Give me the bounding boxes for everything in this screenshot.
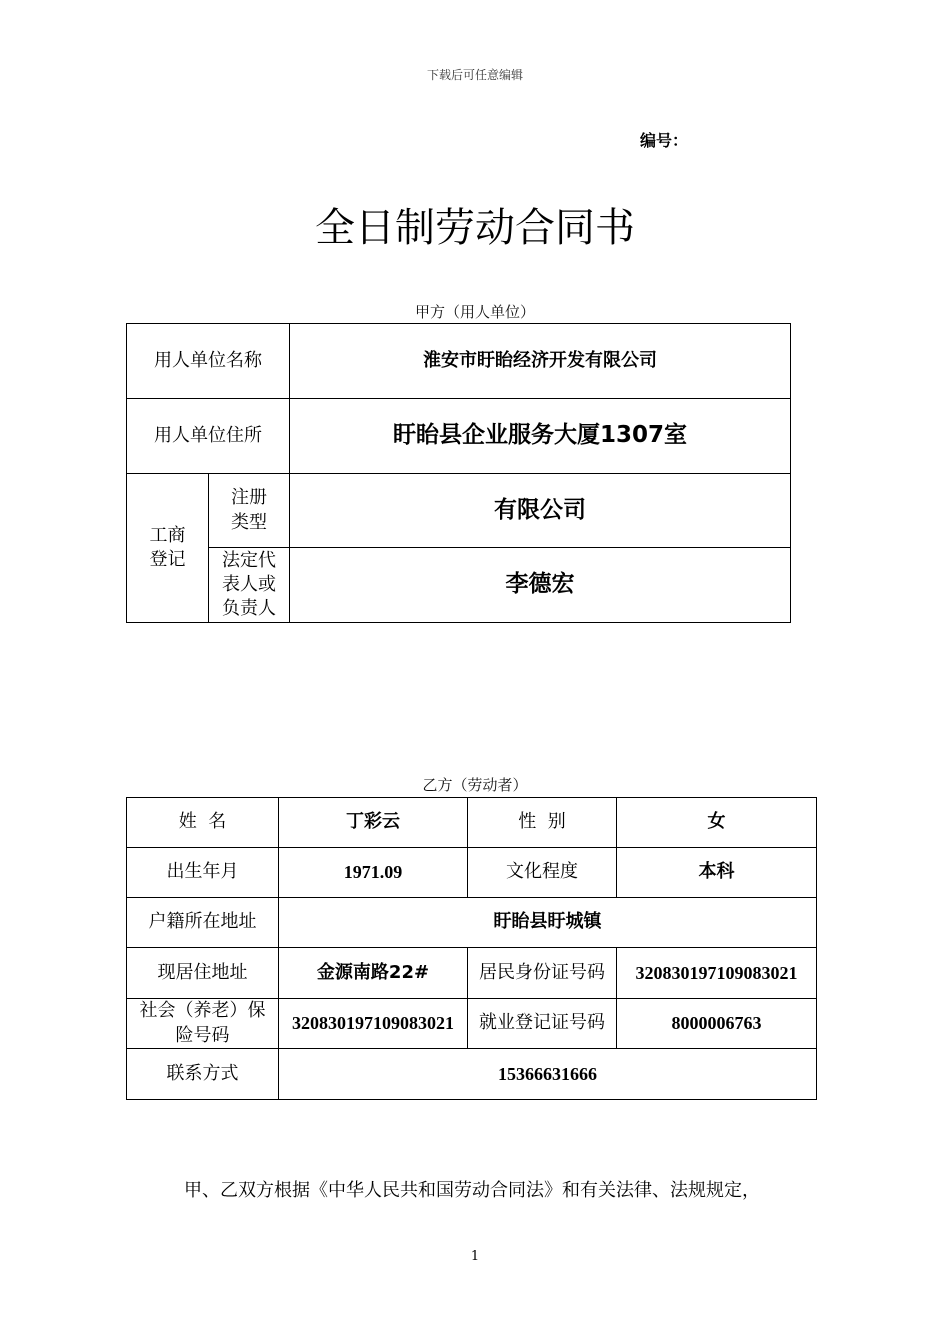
id-number-value: 320830197109083021	[617, 948, 817, 999]
business-registration-label: 工商登记	[127, 474, 209, 623]
party-a-caption: 甲方（用人单位）	[414, 303, 535, 321]
employer-address-value: 盱眙县企业服务大厦1307室	[290, 399, 791, 474]
residence-address-value: 金源南路22#	[279, 948, 468, 999]
birth-date-label: 出生年月	[127, 848, 279, 898]
birth-date-value: 1971.09	[279, 848, 468, 898]
insurance-number-label: 社会（养老）保险号码	[127, 999, 279, 1049]
id-number-label: 居民身份证号码	[468, 948, 617, 999]
party-a-table	[126, 323, 791, 623]
party-b-table	[126, 797, 817, 1100]
hukou-address-value: 盱眙县盱城镇	[279, 898, 817, 948]
gender-label: 性 别	[468, 798, 617, 848]
worker-name-label: 姓 名	[127, 798, 279, 848]
employer-name-label: 用人单位名称	[127, 324, 290, 399]
education-value: 本科	[617, 848, 817, 898]
legal-representative-label: 法定代表人或负责人	[209, 548, 290, 623]
worker-name-value: 丁彩云	[279, 798, 468, 848]
document-title: 全日制劳动合同书	[315, 205, 635, 251]
employment-registration-label: 就业登记证号码	[468, 999, 617, 1049]
employer-address-label: 用人单位住所	[127, 399, 290, 474]
hukou-address-label: 户籍所在地址	[127, 898, 279, 948]
legal-representative-value: 李德宏	[290, 548, 791, 623]
watermark-text: 下载后可任意编辑	[426, 68, 523, 82]
page-number: 1	[470, 1249, 480, 1264]
registration-type-label: 注册类型	[209, 474, 290, 548]
employer-name-value: 淮安市盱眙经济开发有限公司	[290, 324, 791, 399]
gender-value: 女	[617, 798, 817, 848]
serial-number-label: 编号：	[640, 131, 689, 150]
party-b-caption: 乙方（劳动者）	[422, 776, 528, 794]
education-label: 文化程度	[468, 848, 617, 898]
employment-registration-value: 8000006763	[617, 999, 817, 1049]
contract-intro-paragraph: 甲、乙双方根据《中华人民共和国劳动合同法》和有关法律、法规规定，	[184, 1180, 760, 1201]
contact-value: 15366631666	[279, 1049, 817, 1100]
registration-type-value: 有限公司	[290, 474, 791, 548]
insurance-number-value: 320830197109083021	[279, 999, 468, 1049]
contact-label: 联系方式	[127, 1049, 279, 1100]
residence-address-label: 现居住地址	[127, 948, 279, 999]
